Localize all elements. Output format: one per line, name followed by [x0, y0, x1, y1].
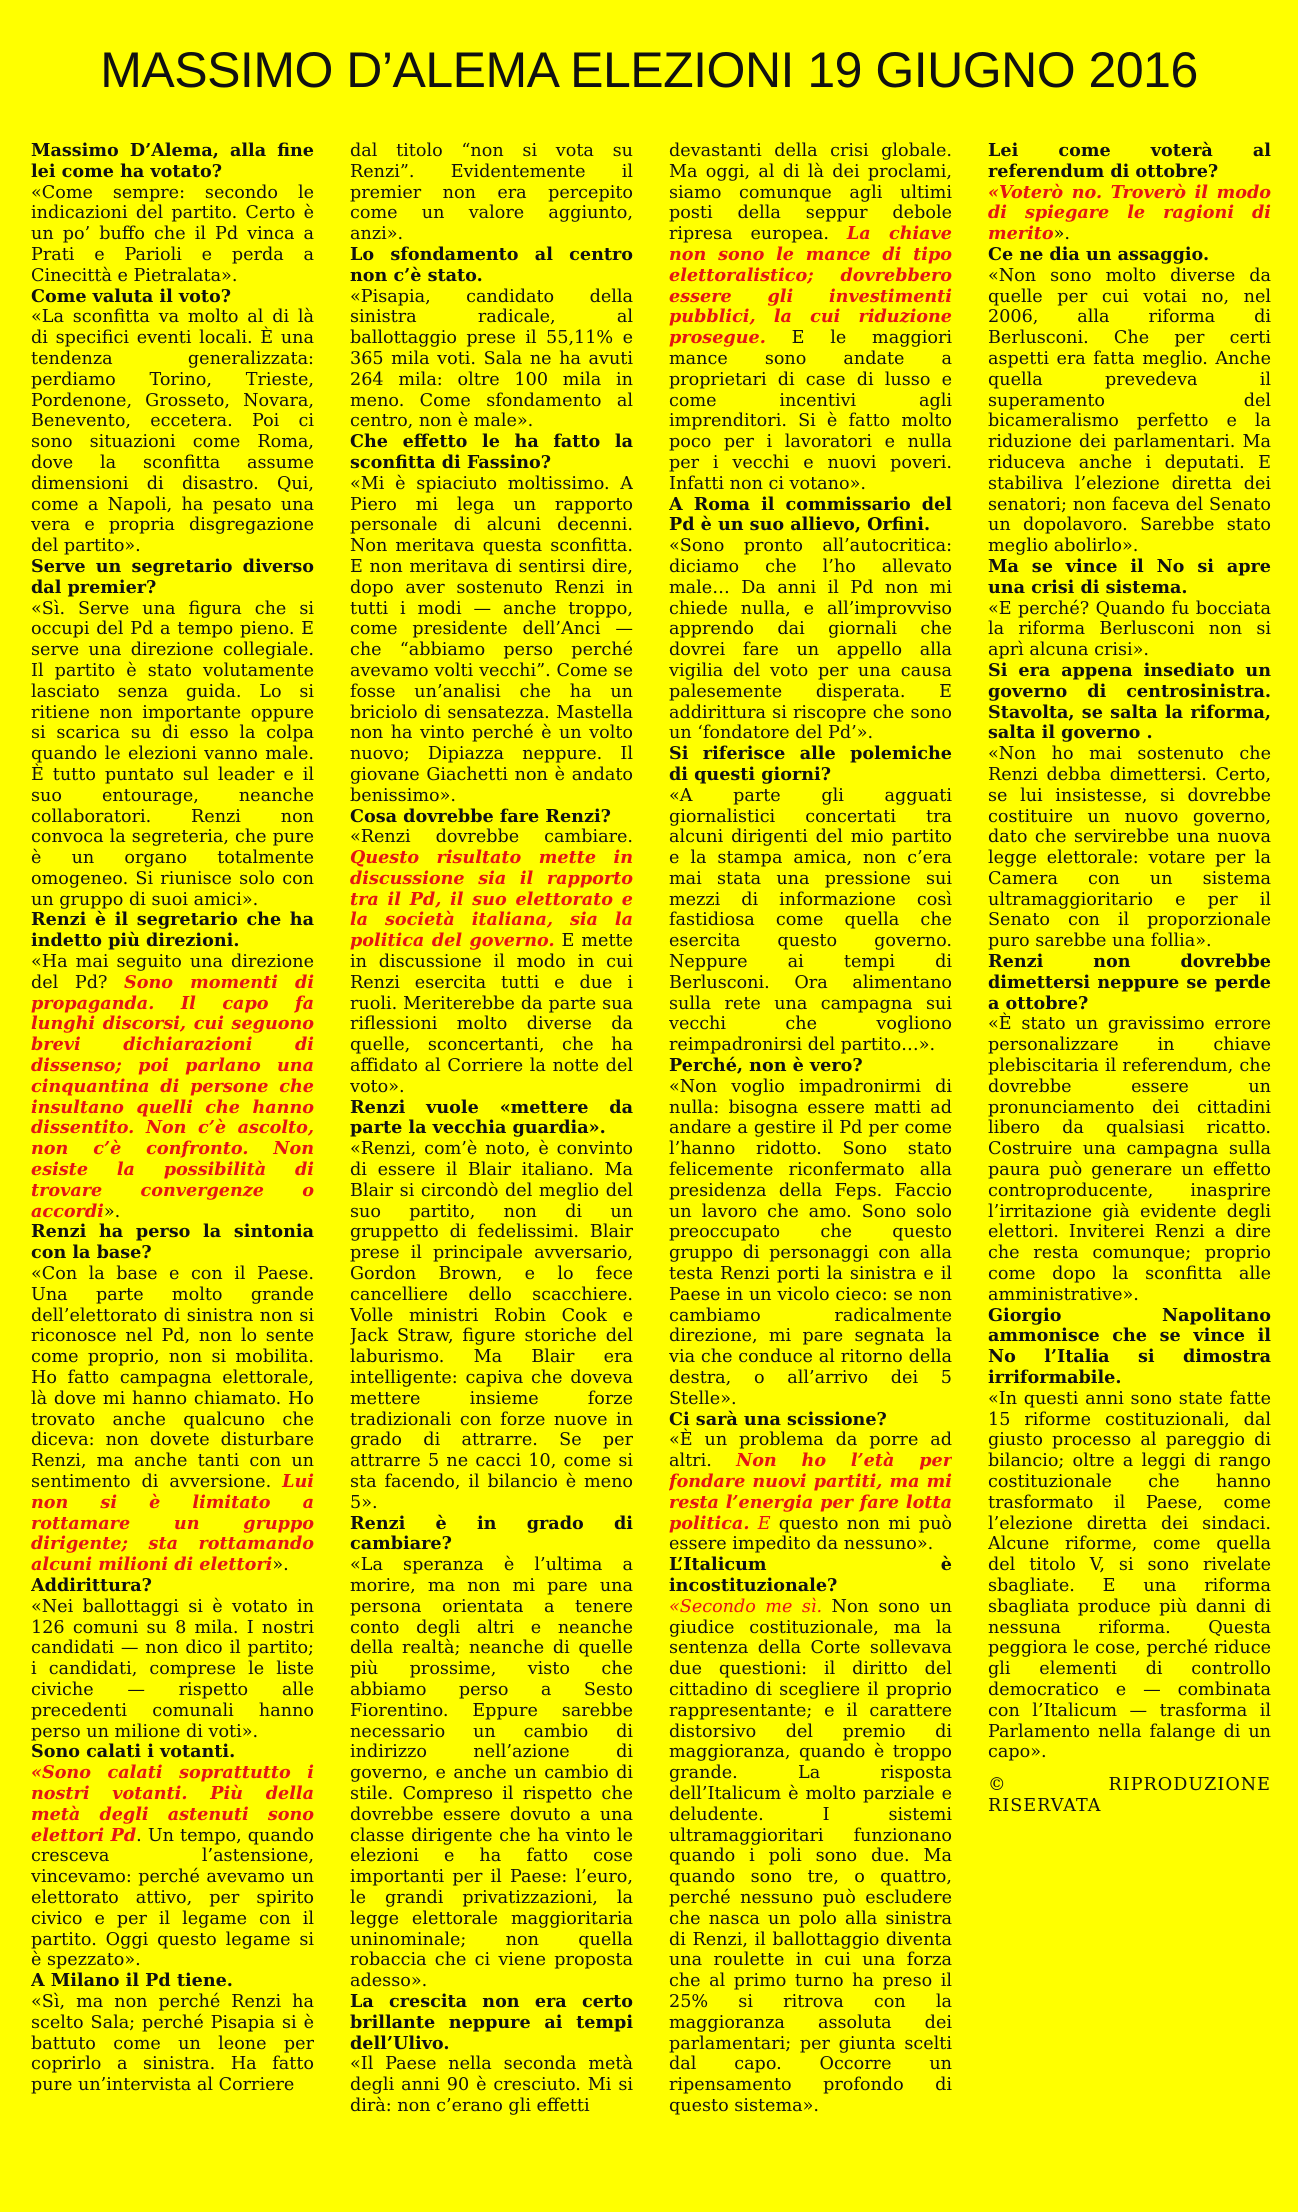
interview-answer: [669, 1077, 952, 1410]
answer-text: «Sì. Serve una figura che si occupi del Pd a tempo pieno. E serve una direzione collegiale. Il partito è stato volutamente lasciato senza guida. Lo si ritiene non importante oppure si scarica su di esso la colpa quando le elezioni vanno male. È tutto puntato sul leader e il suo entourage, neanche collaboratori. Renzi non convoca la segreteria, che pure è un organo totalmente omogeneo. Si riunisce solo con un gruppo di suoi amici».: [31, 598, 314, 910]
answer-text: «È stato un gravissimo errore personalizzare in chiave plebiscitaria il referendum, che dovrebbe essere un pronunciamento dei cittadini libero da qualsiasi ricatto. Costruire una campagna sulla paura può generare un effetto controproducente, inasprire l’irritazione già evidente degli elettori. Inviterei Renzi a dire che resta comunque; proprio come dopo la sconfitta alle amministrative».: [988, 1014, 1271, 1305]
interview-answer: [350, 1139, 633, 1513]
interview-question: L’Italicum è incostituzionale?: [669, 1554, 952, 1596]
interview-question: Si riferisce alle polemiche di questi giorni?: [669, 743, 952, 785]
answer-text: E mette in discussione il modo in cui Renzi esercita tutti e due i ruoli. Meriterebbe da parte sua riflessioni molto diverse da quelle, sconcertanti, che ha affidato al Corriere la notte del voto».: [350, 931, 633, 1097]
interview-question: Cosa dovrebbe fare Renzi?: [350, 805, 611, 827]
answer-text: «Renzi dovrebbe cambiare.: [350, 827, 633, 848]
interview-answer: [31, 183, 314, 287]
interview-answer: [988, 744, 1271, 952]
interview-answer: [350, 1555, 633, 1992]
interview-answer: [31, 307, 314, 557]
answer-text: «Nei ballottaggi si è votato in 126 comuni su 8 mila. I nostri candidati — non dico il partito; i candidati, comprese le liste civiche — rispetto alle precedenti comunali hanno perso un milione di voti».: [31, 1596, 314, 1742]
answer-text: «Sì, ma non perché Renzi ha scelto Sala; perché Pisapia si è battuto come un leone per coprirlo a sinistra. Ha fatto pure un’intervista al Corriere: [31, 1991, 314, 2096]
interview-answer: [988, 599, 1271, 661]
interview-answer: [31, 1992, 314, 2096]
interview-answer: [669, 1597, 952, 2117]
column-2: [350, 141, 633, 2181]
interview-question: Renzi ha perso la sintonia con la base?: [31, 1221, 314, 1264]
interview-question: Lei come voterà al referendum di ottobre?: [988, 141, 1271, 182]
answer-text: «In questi anni sono state fatte 15 riforme costituzionali, dal giusto processo al pareggio di bilancio; oltre a leggi di rango costituzionale che hanno trasformato il Paese, come l’elezione diretta dei sindaci. Alcune riforme, come quella del titolo V, si sono rivelate sbagliate. E una riforma sbagliata produce più danni di nessuna riforma. Questa peggiora le cose, perché riduce gli elementi di controllo democratico e — combinata con l’Italicum — trasforma il Parlamento nella falange di un capo».: [988, 1388, 1271, 1763]
interview-question: Renzi è in grado di cambiare?: [350, 1512, 633, 1555]
interview-answer: [31, 952, 314, 1222]
interview-question: Renzi è il segretario che ha indetto più direzioni.: [31, 909, 314, 952]
interview-answer: [350, 2054, 633, 2116]
interview-answer: [669, 1430, 952, 1555]
answer-text: «La sconfitta va molto al di là di specifici eventi locali. È una tendenza generalizzata: perdiamo Torino, Trieste, Pordenone, Grosseto, Novara, Benevento, eccetera. Poi ci sono situazioni come Roma, dove la sconfitta assume dimensioni di disastro. Qui, come a Napoli, ha pesato una vera e propria disgregazione del partito».: [31, 307, 314, 557]
interview-question: A Milano il Pd tiene.: [31, 1970, 233, 1992]
interview-answer: [350, 141, 633, 245]
interview-answer: [31, 1763, 314, 1971]
answer-text: ».: [1053, 224, 1070, 245]
answer-text: «Mi è spiaciuto moltissimo. A Piero mi lega un rapporto personale di alcuni decenni. Non meritava questa sconfitta. E non meritava di sentirsi dire, dopo aver sostenuto Renzi in tutti i modi — anche troppo, come presidente dell’Anci — che “abbiamo perso perché avevamo volti vecchi”. Come se fosse un’analisi che ha un briciolo di sensatezza. Mastella non ha vinto perché è un volto nuovo; Dipiazza neppure. Il giovane Giachetti non è andato benissimo».: [350, 473, 633, 806]
answer-text: Non sono un giudice costituzionale, ma la sentenza della Corte sollevava due questioni: il diritto del cittadino di scegliere il proprio rappresentante; e il carattere distorsivo del premio di maggioranza, quando è troppo grande. La risposta dell’Italicum è molto parziale e deludente. I sistemi ultramaggioritari funzionano quando i poli sono due. Ma quando sono tre, o quattro, perché nessuno può escludere che nasca un polo alla sinistra di Renzi, il ballottaggio diventa una roulette in cui una forza che al primo turno ha preso il 25% si ritrova con la maggioranza assoluta dei parlamentari; per giunta scelti dal capo. Occorre un ripensamento profondo di questo sistema».: [669, 1596, 952, 2116]
interview-question: Ci sarà una scissione?: [669, 1408, 887, 1430]
interview-question: Addirittura?: [31, 1574, 152, 1596]
interview-answer: [31, 599, 314, 911]
highlighted-quote: Lui non si è limitato a rottamare un gruppo dirigente; sta rottamando alcuni milioni di elettori: [31, 1471, 314, 1576]
answer-text: «Il Paese nella seconda metà degli anni 90 è cresciuto. Mi si dirà: non c’erano gli effetti: [350, 2054, 633, 2116]
answer-text: E le maggiori mance sono andate a proprietari di case di lusso e come incentivi agli imprenditori. Si è fatto molto poco per i lavoratori e nulla per i vecchi e nuovi poveri. Infatti non ci votano».: [669, 328, 952, 494]
highlighted-quote: Questo risultato mette in discussione sia il rapporto tra il Pd, il suo elettorato e la società italiana, sia la politica del governo.: [350, 847, 633, 952]
interview-question: A Roma il commissario del Pd è un suo allievo, Orfini.: [669, 493, 952, 536]
interview-question: Lo sfondamento al centro non c’è stato.: [350, 243, 633, 286]
answer-text: ».: [103, 1201, 121, 1222]
interview-answer: [988, 1389, 1271, 1763]
interview-answer: [988, 183, 1271, 245]
interview-question: Renzi non dovrebbe dimettersi neppure se perde a ottobre?: [988, 951, 1271, 1014]
interview-question: Massimo D’Alema, alla fine lei come ha votato?: [31, 141, 314, 182]
answer-text: «E perché? Quando fu bocciata la riforma Berlusconi non si aprì alcuna crisi».: [988, 598, 1271, 661]
answer-text: «Non ho mai sostenuto che Renzi debba dimettersi. Certo, se lui insistesse, si dovrebbe costituire un nuovo governo, dato che servirebbe una nuova legge elettorale: votare per la Camera con un sistema ultramaggioritario e per il Senato con il proporzionale puro sarebbe una follia».: [988, 744, 1271, 952]
interview-question: Serve un segretario diverso dal premier?: [31, 555, 314, 598]
interview-answer: [350, 474, 633, 807]
interview-answer: [31, 1597, 314, 1743]
answer-text: ».: [272, 1555, 289, 1576]
answer-text: «È un problema da porre ad altri.: [669, 1430, 952, 1472]
answer-text: «Renzi, com’è noto, è convinto di essere il Blair italiano. Ma Blair si circondò del meglio del suo partito, non di un gruppetto di fedelissimi. Blair prese il principale avversario, Gordon Brown, e lo fece cancelliere dello scacchiere. Volle ministri Robin Cook e Jack Straw, figure storiche del laburismo. Ma Blair era intelligente: capiva che doveva mettere insieme forze tradizionali con forze nuove in grado di attrarre. Se per attrarre 5 ne cacci 10, come si sta facendo, il bilancio è meno 5».: [350, 1139, 633, 1513]
interview-question: Come valuta il voto?: [31, 285, 232, 307]
answer-text: «A parte gli agguati giornalistici concertati tra alcuni dirigenti del mio partito e la stampa amica, non c’era mai stata una pressione sui mezzi di informazione così fastidiosa come quella che esercita questo governo. Neppure ai tempi di Berlusconi. Ora alimentano sulla rete una campagna sui vecchi che vogliono reimpadronirsi del partito…».: [669, 785, 952, 1056]
headline: MASSIMO D’ALEMA ELEZIONI 19 GIUGNO 2016: [100, 42, 1198, 98]
interview-question: Perché, non è vero?: [669, 1055, 863, 1077]
interview-answer: [988, 1014, 1271, 1305]
highlighted-quote: «Sono calati soprattutto i nostri votanti. Più della metà degli astenuti sono elettori Pd: [31, 1762, 314, 1846]
highlighted-text: «Secondo me sì.: [669, 1596, 823, 1617]
interview-answer: [31, 1264, 314, 1576]
article-columns: [31, 141, 1281, 2181]
interview-question: Ma se vince il No si apre una crisi di sistema.: [988, 555, 1271, 598]
interview-question: Renzi vuole «mettere da parte la vecchia guardia».: [350, 1096, 633, 1139]
interview-answer: [350, 287, 633, 433]
interview-question: La crescita non era certo brillante neppure ai tempi dell’Ulivo.: [350, 1990, 633, 2054]
answer-text: «Con la base e con il Paese. Una parte molto grande dell’elettorato di sinistra non si riconosce nel Pd, non lo sente come proprio, non si mobilita. Ho fatto campagna elettorale, là dove mi hanno chiamato. Ho trovato anche qualcuno che diceva: non dovete disturbare Renzi, ma anche tanti con un sentimento di avversione.: [31, 1264, 314, 1492]
highlighted-quote: La chiave non sono le mance di tipo elettoralistico; dovrebbero essere gli investimenti pubblici, la cui riduzione prosegue.: [669, 223, 952, 349]
interview-question: Che effetto le ha fatto la sconfitta di Fassino?: [350, 431, 633, 473]
answer-text: «Ha mai seguito una direzione del Pd?: [31, 952, 314, 993]
answer-text: dal titolo “non si vota su Renzi”. Evidentemente il premier non era percepito come un valore aggiunto, anzi».: [350, 141, 633, 245]
highlighted-quote: Non ho l’età per fondare nuovi partiti, ma mi resta l’energia per fare lotta politica.: [669, 1450, 952, 1534]
column-4: [988, 141, 1271, 2181]
interview-answer: [669, 141, 952, 495]
answer-text: «Pisapia, candidato della sinistra radicale, al ballottaggio prese il 55,11% e 365 mila voti. Sala ne ha avuti 264 mila: oltre 100 mila in meno. Come sfondamento al centro, non è male».: [350, 286, 633, 432]
interview-question: Si era appena insediato un governo di centrosinistra. Stavolta, se salta la riforma, salta il governo .: [988, 659, 1271, 744]
answer-text: «La speranza è l’ultima a morire, ma non mi pare una persona orientata a tenere conto degli altri e neanche della realtà; neanche di quelle più prossime, visto che abbiamo perso a Sesto Fiorentino. Eppure sarebbe necessario un cambio di indirizzo nell’azione di governo, e anche un cambio di stile. Compreso il rispetto che dovrebbe essere dovuto a una classe dirigente che ha vinto le elezioni e ha fatto cose importanti per il Paese: l’euro, le grandi privatizzazioni, la legge elettorale maggioritaria uninominale; non quella robaccia che ci viene proposta adesso».: [350, 1555, 633, 1992]
column-3: [669, 141, 952, 2181]
answer-text: «Come sempre: secondo le indicazioni del partito. Certo è un po’ buffo che il Pd vinca a Prati e Parioli e perda a Cinecittà e Pietralata».: [31, 182, 314, 286]
answer-text: «Sono pronto all’autocritica: diciamo che l’ho allevato male… Da anni il Pd non mi chiede nulla, e all’improvviso apprendo dai giornali che dovrei fare un appello alla vigilia del voto per una causa palesemente disperata. E addirittura si riscopre che sono un ‘fondatore del Pd’».: [669, 536, 952, 744]
answer-text: «Non sono molto diverse da quelle per cui votai no, nel 2006, alla riforma di Berlusconi. Che per certi aspetti era fatta meglio. Anche quella prevedeva il superamento del bicameralismo perfetto e la riduzione dei parlamentari. Ma riduceva anche i deputati. E stabiliva l’elezione diretta dei senatori; non faceva del Senato un dopolavoro. Sarebbe stato meglio abolirlo».: [988, 265, 1271, 557]
answer-text: . Un tempo, quando cresceva l’astensione, vincevamo: perché avevamo un elettorato attivo, per spirito civico e per il legame con il partito. Oggi questo legame si è spezzato».: [31, 1825, 314, 1971]
interview-answer: [350, 827, 633, 1097]
answer-text: questo non mi può essere impedito da nessuno».: [669, 1513, 952, 1555]
interview-answer: [669, 536, 952, 744]
answer-text: devastanti della crisi globale. Ma oggi, al di là dei proclami, siamo comunque agli ultimi posti della seppur debole ripresa europea.: [669, 141, 952, 245]
answer-text: «Non voglio impadronirmi di nulla: bisogna essere matti ad andare a gestire il Pd per come l’hanno ridotto. Sono stato felicemente riconfermato alla presidenza della Feps. Faccio un lavoro che amo. Sono solo preoccupato che questo gruppo di personaggi con alla testa Renzi porti la sinistra e il Paese in un vicolo cieco: se non cambiamo radicalmente direzione, mi pare segnata la via che conduce al ritorno della destra, o all’arrivo dei 5 Stelle».: [669, 1076, 952, 1409]
interview-question: Sono calati i votanti.: [31, 1741, 236, 1763]
interview-answer: [669, 786, 952, 1056]
highlighted-quote: Sono momenti di propaganda. Il capo fa lunghi discorsi, cui seguono brevi dichiarazioni di dissenso; poi parlano una cinquantina di persone che insultano quelli che hanno dissentito. Non c’è ascolto, non c’è confronto. Non esiste la possibilità di trovare convergenze o accordi: [31, 971, 314, 1222]
highlighted-text: E: [749, 1513, 771, 1534]
interview-question: Ce ne dia un assaggio.: [988, 243, 1210, 265]
column-1: [31, 141, 314, 2181]
highlighted-quote: «Voterò no. Troverò il modo di spiegare le ragioni di merito: [988, 181, 1271, 245]
interview-answer: [988, 266, 1271, 557]
interview-question: Giorgio Napolitano ammonisce che se vince il No l’Italia si dimostra irriformabile.: [988, 1304, 1271, 1389]
copyright-notice: © RIPRODUZIONE RISERVATA: [988, 1775, 1271, 1816]
